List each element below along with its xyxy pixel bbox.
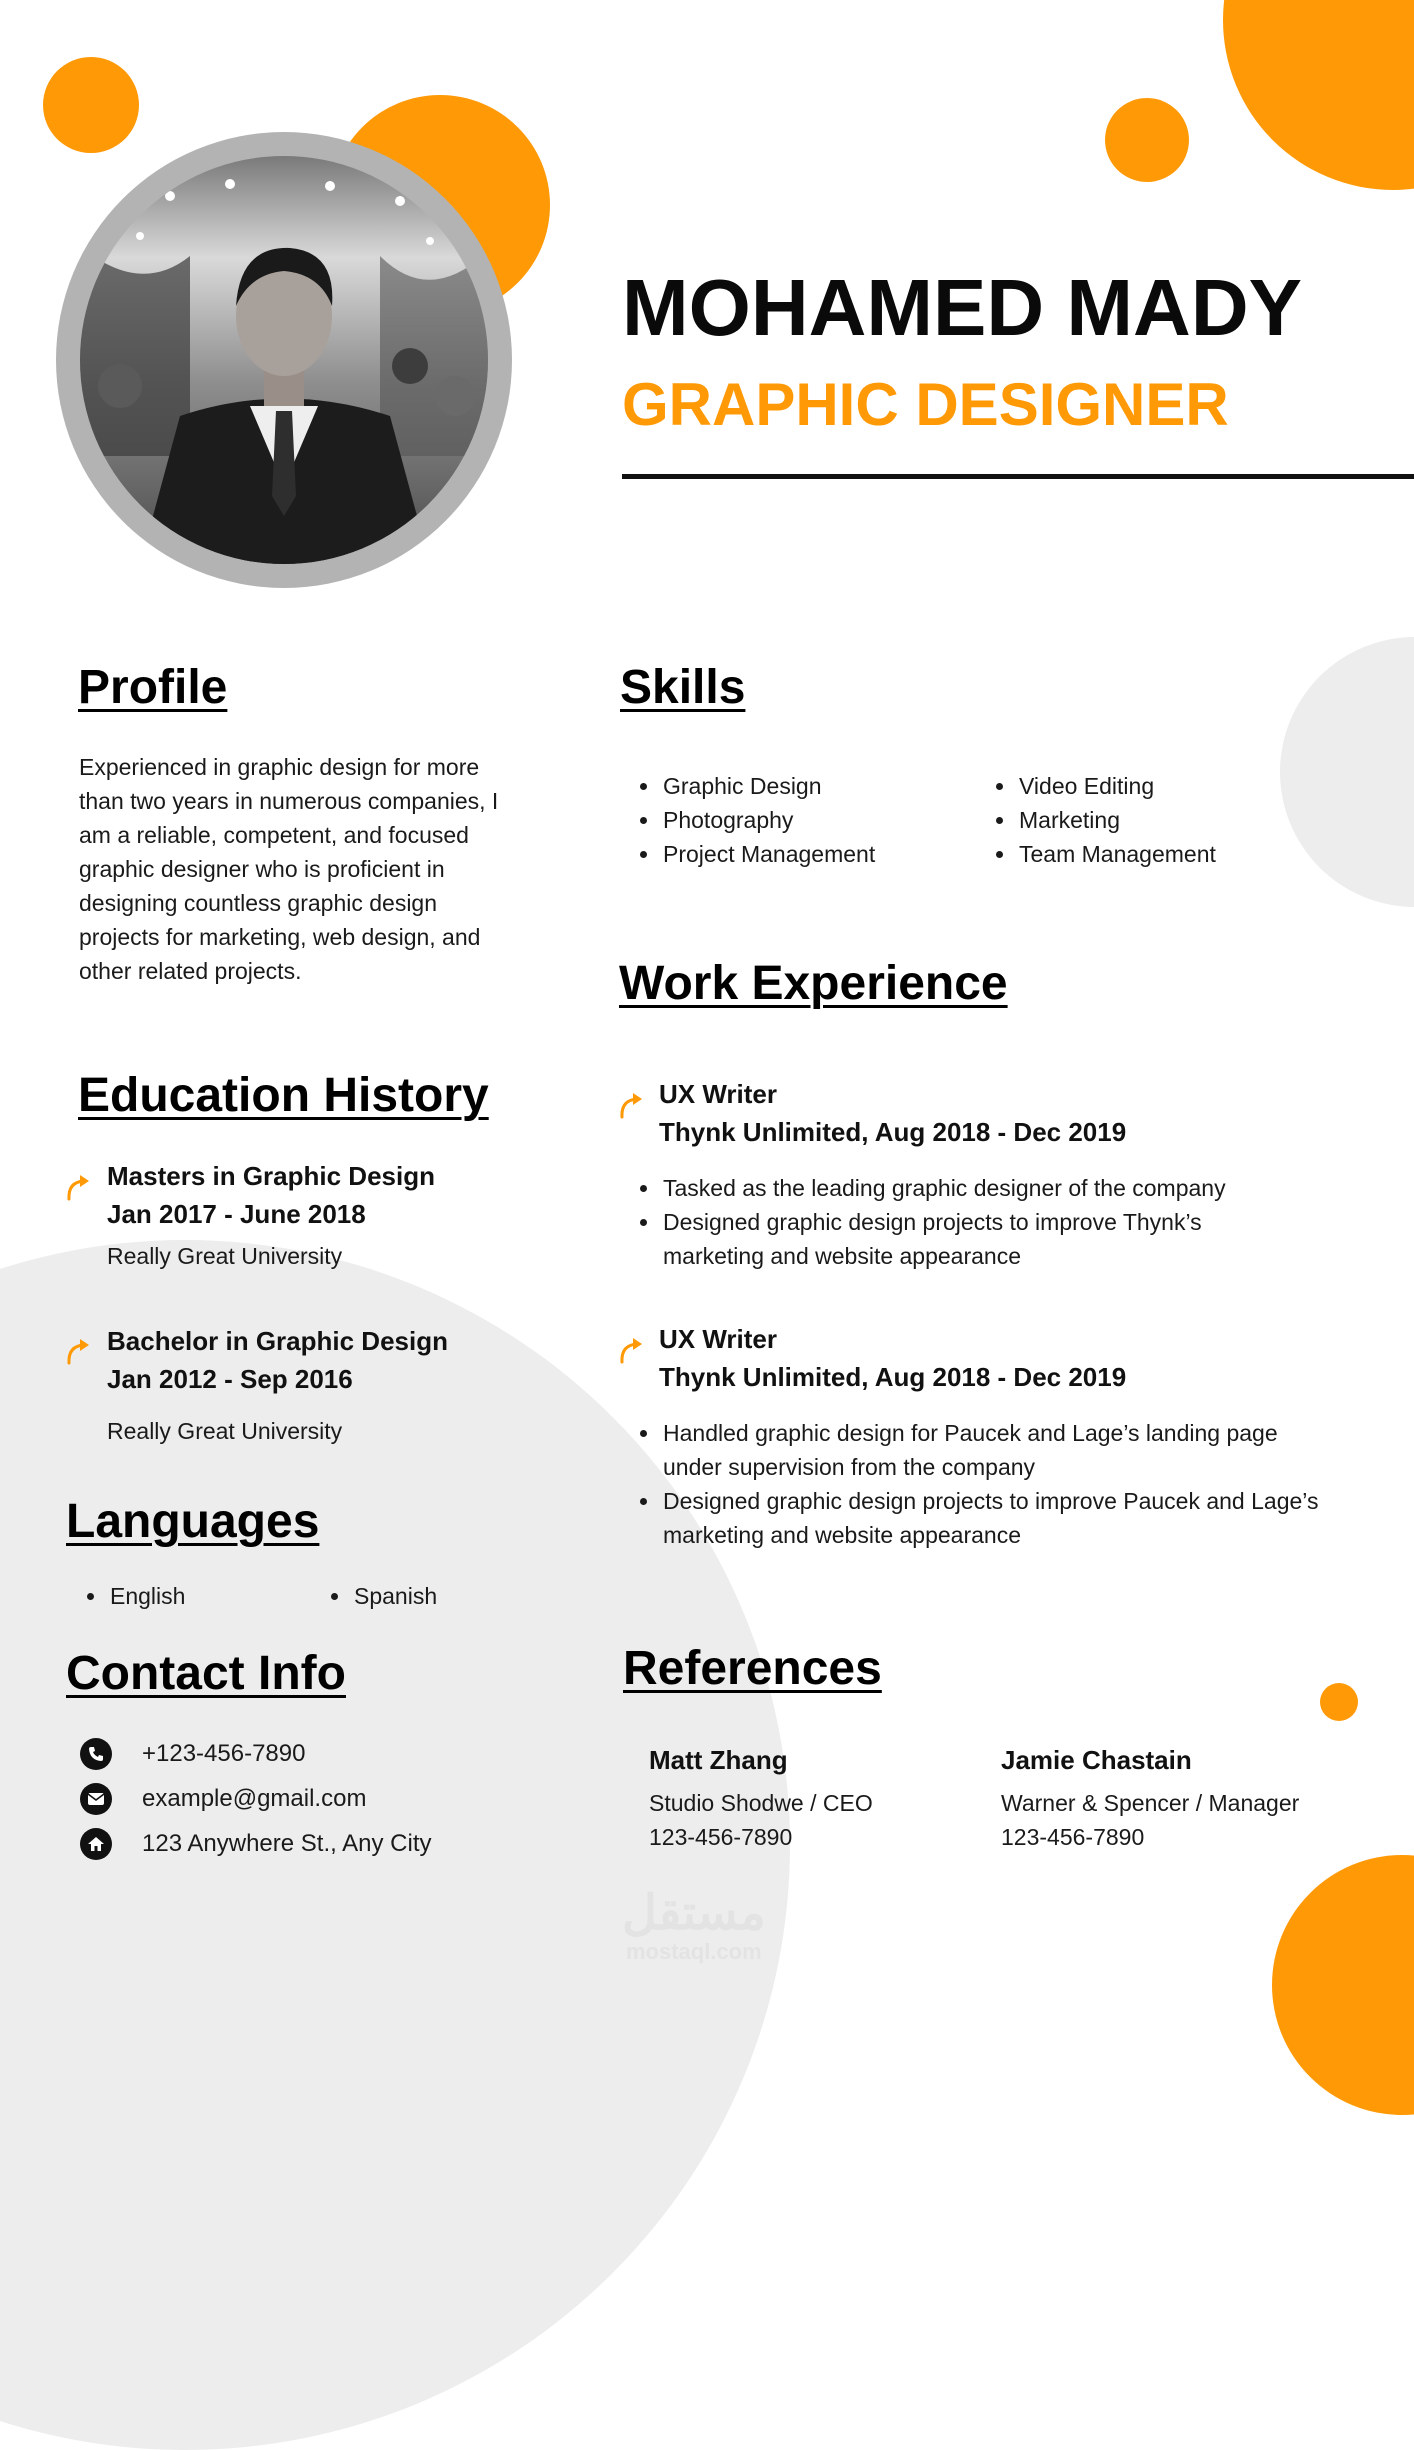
language-item: • English [108, 1579, 185, 1613]
home-icon [80, 1828, 112, 1860]
curved-arrow-icon [617, 1335, 647, 1365]
reference-phone: 123-456-7890 [1001, 1824, 1145, 1850]
work-bullet: • Handled graphic design for Paucek and Lage’s landing page under supervision from the company [661, 1416, 1303, 1484]
email-icon [80, 1783, 112, 1815]
languages-list [68, 1579, 185, 1613]
reference-name: Jamie Chastain [1001, 1745, 1192, 1775]
skills-list-right [977, 769, 1216, 871]
decor-orange-circle-top-right-small [1105, 98, 1189, 182]
decor-grey-right-circle [1280, 637, 1414, 907]
profile-text: Experienced in graphic design for more than two years in numerous companies, I am a reliable, competent, and focused graphic designer who is proficient in designing countless graphic design projects for marketing, web design, and other related projects. [79, 754, 499, 984]
contact-email-row [80, 1783, 366, 1815]
skill-item: • Marketing [1017, 803, 1216, 837]
header-divider [622, 474, 1414, 479]
education-degree: Bachelor in Graphic Design [107, 1326, 448, 1356]
curved-arrow-icon [64, 1172, 94, 1202]
languages-heading: Languages [66, 1495, 320, 1548]
reference-name: Matt Zhang [649, 1745, 788, 1775]
work-company: Thynk Unlimited, Aug 2018 - Dec 2019 [659, 1117, 1127, 1147]
person-name: MOHAMED MADY [622, 263, 1302, 352]
contact-phone-row [80, 1738, 305, 1770]
contact-phone: +123-456-7890 [142, 1740, 306, 1767]
languages-list [312, 1579, 437, 1613]
skill-item: • Project Management [661, 837, 875, 871]
watermark-logo [622, 1888, 766, 1964]
work-company: Thynk Unlimited, Aug 2018 - Dec 2019 [659, 1362, 1127, 1392]
decor-orange-circle-top-right-large [1223, 0, 1414, 190]
reference-position: Warner & Spencer / Manager [1001, 1790, 1300, 1816]
work-item [659, 1075, 1126, 1151]
watermark-arabic: مستقل [622, 1887, 766, 1940]
phone-icon [80, 1738, 112, 1770]
education-heading: Education History [78, 1069, 489, 1122]
education-dates: Jan 2012 - Sep 2016 [107, 1364, 353, 1394]
skills-heading: Skills [620, 661, 746, 714]
work-role: UX Writer [659, 1324, 777, 1354]
curved-arrow-icon [617, 1090, 647, 1120]
curved-arrow-icon [64, 1336, 94, 1366]
watermark-latin: mostaql.com [625, 1939, 762, 1964]
reference-card [1001, 1745, 1299, 1854]
work-heading: Work Experience [619, 957, 1008, 1010]
skill-item: • Video Editing [1017, 769, 1216, 803]
skill-item: • Photography [661, 803, 875, 837]
decor-orange-circle-bottom-right [1272, 1855, 1414, 2115]
contact-heading: Contact Info [66, 1647, 346, 1700]
education-school: Really Great University [107, 1243, 343, 1269]
decor-orange-dot-right [1320, 1683, 1358, 1721]
reference-position: Studio Shodwe / CEO [649, 1790, 873, 1816]
skills-list-left [621, 769, 875, 871]
reference-phone: 123-456-7890 [649, 1824, 793, 1850]
contact-address-row [80, 1828, 432, 1860]
skill-item: • Team Management [1017, 837, 1216, 871]
profile-heading: Profile [78, 661, 228, 714]
work-bullet: • Designed graphic design projects to improve Paucek and Lage’s marketing and website appearance [661, 1484, 1323, 1552]
contact-email: example@gmail.com [142, 1785, 367, 1812]
education-school: Really Great University [107, 1418, 343, 1444]
work-bullets [621, 1171, 1361, 1273]
education-dates: Jan 2017 - June 2018 [107, 1199, 366, 1229]
work-bullet: • Designed graphic design projects to improve Thynk’s marketing and website appearance [661, 1205, 1283, 1273]
references-heading: References [623, 1642, 882, 1695]
education-item [107, 1157, 435, 1270]
contact-address: 123 Anywhere St., Any City [142, 1830, 432, 1857]
profile-photo [80, 156, 488, 564]
job-title: GRAPHIC DESIGNER [622, 371, 1229, 438]
work-item [659, 1320, 1126, 1396]
education-item [107, 1322, 448, 1445]
work-bullet: • Tasked as the leading graphic designer of the company [661, 1171, 1361, 1205]
reference-card [649, 1745, 873, 1854]
language-item: • Spanish [352, 1579, 437, 1613]
decor-orange-small-circle-left [43, 57, 139, 153]
education-degree: Masters in Graphic Design [107, 1161, 435, 1191]
work-bullets [621, 1416, 1361, 1552]
portrait-illustration [80, 156, 488, 564]
work-role: UX Writer [659, 1079, 777, 1109]
skill-item: • Graphic Design [661, 769, 875, 803]
